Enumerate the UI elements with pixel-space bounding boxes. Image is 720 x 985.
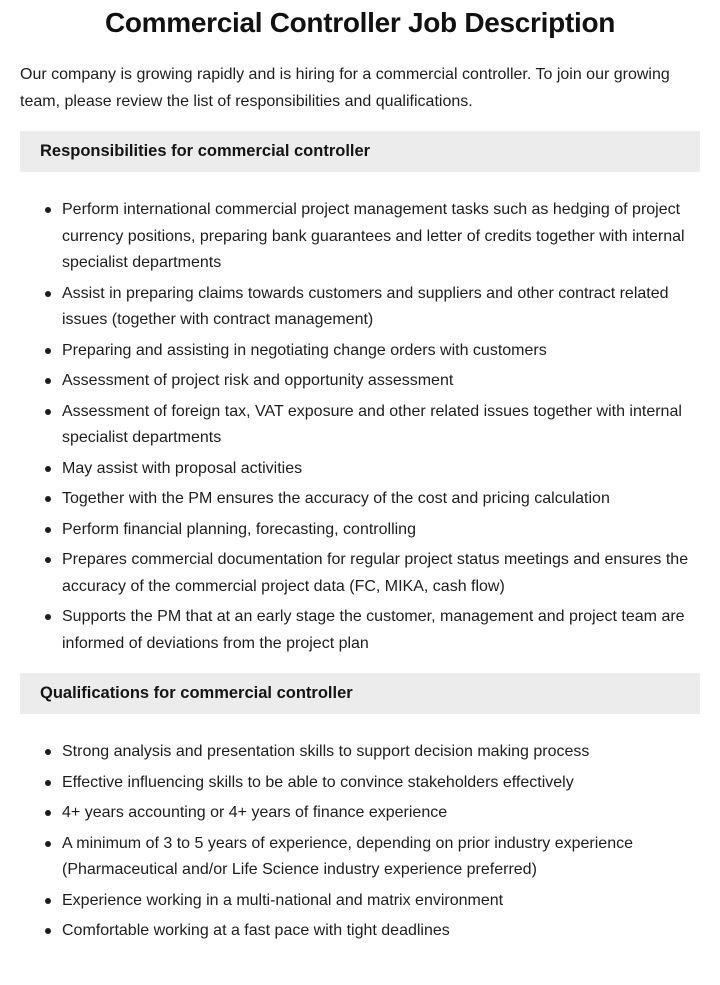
qualifications-section-heading: Qualifications for commercial controller: [20, 673, 700, 714]
list-item: Comfortable working at a fast pace with tight deadlines: [62, 918, 700, 945]
list-item: Assessment of foreign tax, VAT exposure and other related issues together with internal specialist departments: [62, 399, 700, 452]
qualifications-list: [20, 739, 700, 945]
responsibilities-section-heading: Responsibilities for commercial controller: [20, 131, 700, 172]
list-item: Supports the PM that at an early stage the customer, management and project team are informed of deviations from the project plan: [62, 604, 700, 657]
list-item: Assessment of project risk and opportunity assessment: [62, 368, 700, 395]
list-item: May assist with proposal activities: [62, 456, 700, 483]
list-item: 4+ years accounting or 4+ years of finance experience: [62, 800, 700, 827]
page-title: Commercial Controller Job Description: [104, 7, 616, 38]
list-item: Perform international commercial project management tasks such as hedging of project currency positions, preparing bank guarantees and letter of credits together with internal specialist departments: [62, 197, 700, 277]
responsibilities-list: [20, 197, 700, 657]
list-item: Assist in preparing claims towards customers and suppliers and other contract related issues (together with contract management): [62, 281, 700, 334]
list-item: Preparing and assisting in negotiating change orders with customers: [62, 338, 700, 365]
list-item: Together with the PM ensures the accuracy of the cost and pricing calculation: [62, 486, 700, 513]
list-item: Prepares commercial documentation for regular project status meetings and ensures the accuracy of the commercial project data (FC, MIKA, cash flow): [62, 547, 700, 600]
intro-paragraph: Our company is growing rapidly and is hiring for a commercial controller. To join our growing team, please review the list of responsibilities and qualifications.: [20, 66, 670, 110]
list-item: Strong analysis and presentation skills to support decision making process: [62, 739, 700, 766]
responsibilities-section: [20, 131, 700, 657]
qualifications-section: [20, 673, 700, 945]
list-item: Perform financial planning, forecasting, controlling: [62, 517, 700, 544]
list-item: Experience working in a multi-national and matrix environment: [62, 888, 700, 915]
list-item: A minimum of 3 to 5 years of experience, depending on prior industry experience (Pharmaceutical and/or Life Science industry experience preferred): [62, 831, 700, 884]
list-item: Effective influencing skills to be able to convince stakeholders effectively: [62, 770, 700, 797]
